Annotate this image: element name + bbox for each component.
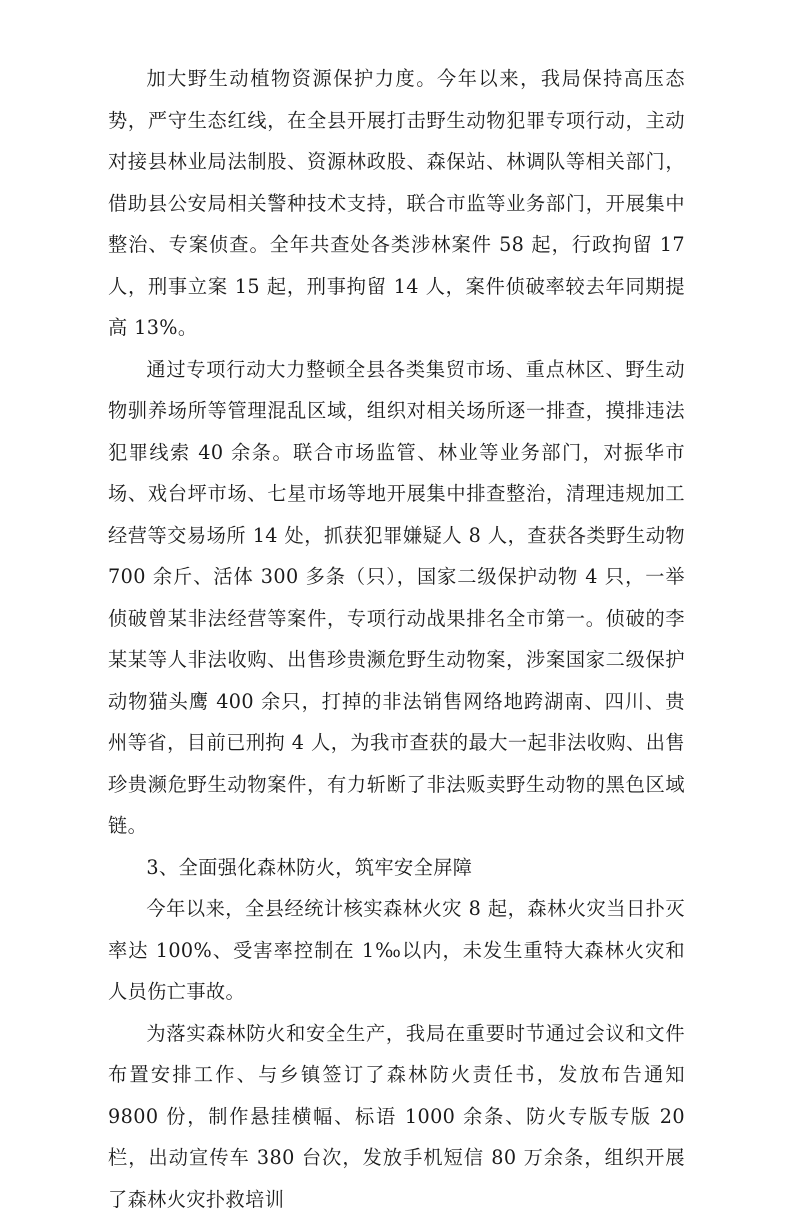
paragraph: 通过专项行动大力整顿全县各类集贸市场、重点林区、野生动物驯养场所等管理混乱区域，组织对相关场所逐一排查，摸排违法犯罪线索 40 余条。联合市场监管、林业等业务部门，对振华市场、戏台坪市场、七星市场等地开展集中排查整治，清理违规加工经营等交易场所 14 处，抓获犯罪嫌疑人 8 人，查获各类野生动物 700 余斤、活体 300 多条（只），国家二级保护动物 4 只，一举侦破曾某非法经营等案件，专项行动战果排名全市第一。侦破的李某某等人非法收购、出售珍贵濒危野生动物案，涉案国家二级保护动物猫头鹰 400 余只，打掉的非法销售网络地跨湖南、四川、贵州等省，目前已刑拘 4 人，为我市查获的最大一起非法收购、出售珍贵濒危野生动物案件，有力斩断了非法贩卖野生动物的黑色区域链。 xyxy=(108,349,685,847)
paragraph: 加大野生动植物资源保护力度。今年以来，我局保持高压态势，严守生态红线，在全县开展打击野生动物犯罪专项行动，主动对接县林业局法制股、资源林政股、森保站、林调队等相关部门，借助县公安局相关警种技术支持，联合市监等业务部门，开展集中整治、专案侦查。全年共查处各类涉林案件 58 起，行政拘留 17 人，刑事立案 15 起，刑事拘留 14 人，案件侦破率较去年同期提高 13%。 xyxy=(108,58,685,349)
section-heading: 3、全面强化森林防火，筑牢安全屏障 xyxy=(108,847,685,889)
paragraph: 为落实森林防火和安全生产，我局在重要时节通过会议和文件布置安排工作、与乡镇签订了森林防火责任书，发放布告通知 9800 份，制作悬挂横幅、标语 1000 余条、防火专版专版 20 栏，出动宣传车 380 台次，发放手机短信 80 万余条，组织开展了森林火灾扑救培训 xyxy=(108,1013,685,1220)
paragraph: 今年以来，全县经统计核实森林火灾 8 起，森林火灾当日扑灭率达 100%、受害率控制在 1‰以内，未发生重特大森林火灾和人员伤亡事故。 xyxy=(108,888,685,1013)
document-body xyxy=(108,58,685,1220)
